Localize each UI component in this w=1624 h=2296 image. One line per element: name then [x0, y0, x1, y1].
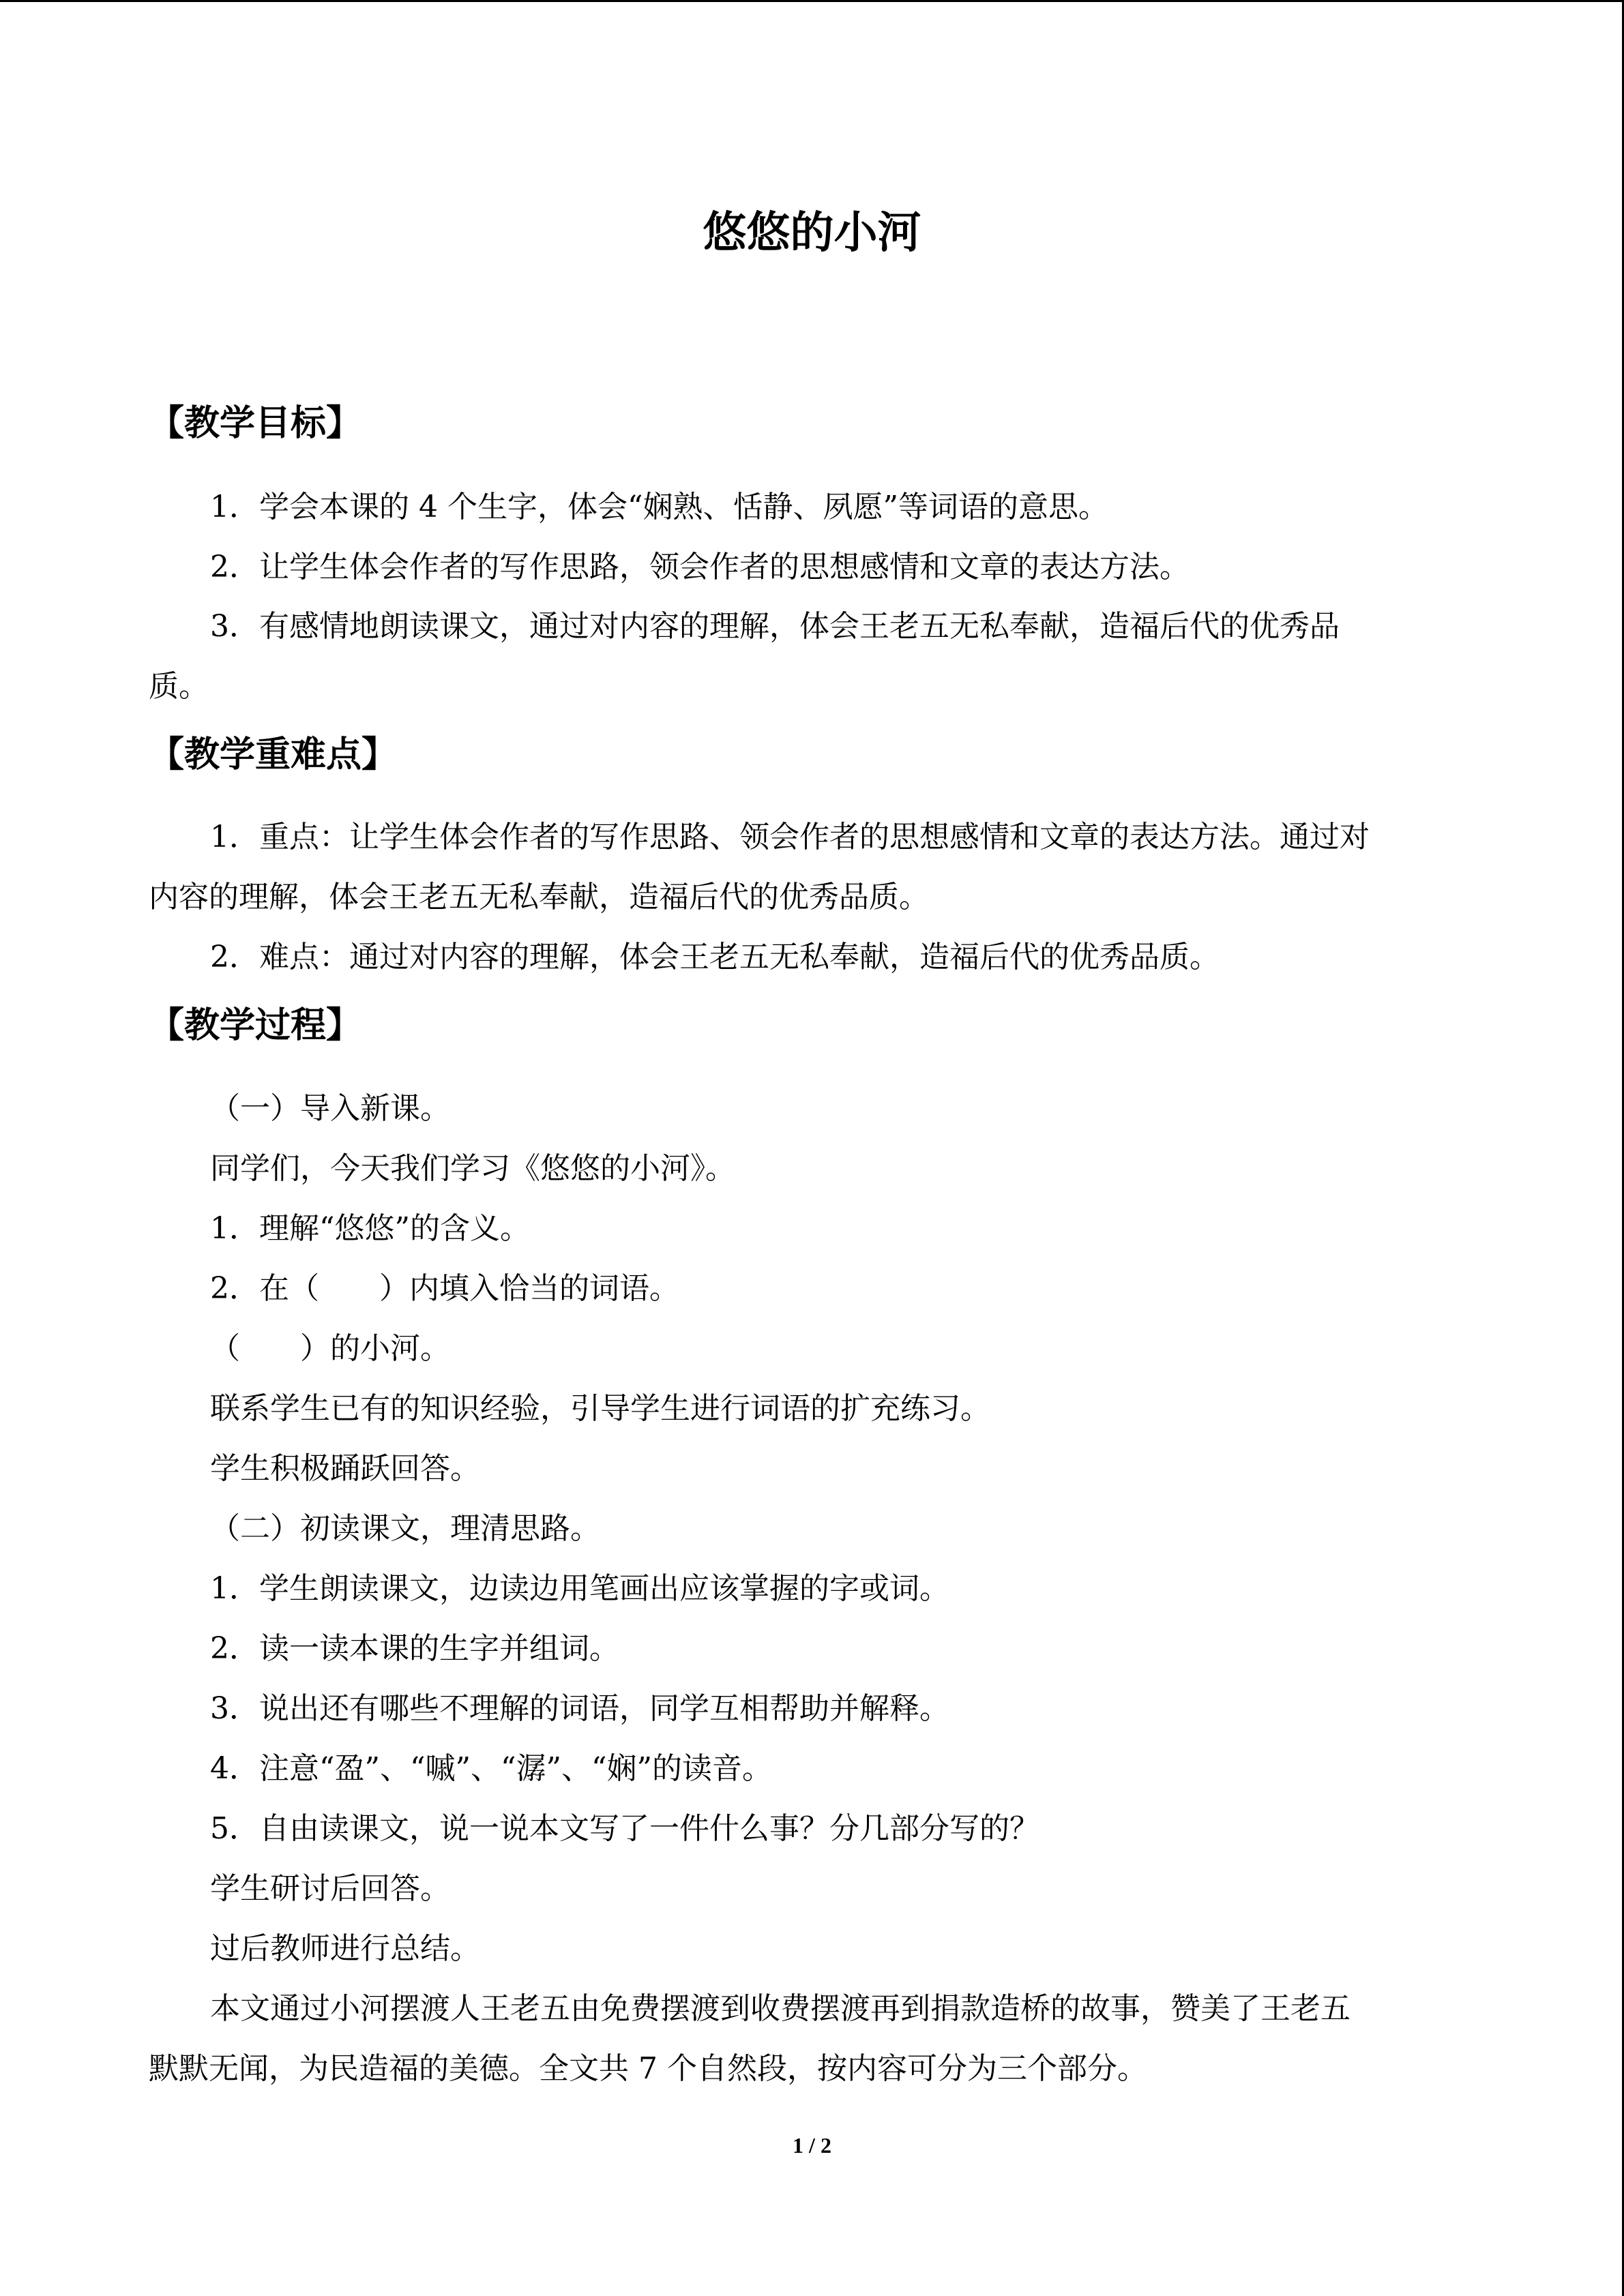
paragraph-line: 本文通过小河摆渡人王老五由免费摆渡到收费摆渡再到捐款造桥的故事，赞美了王老五 — [210, 1991, 1350, 2026]
paragraph-line: 1．重点：让学生体会作者的写作思路、领会作者的思想感情和文章的表达方法。通过对 — [210, 820, 1370, 854]
paragraph-line: 1．学会本课的 4 个生字，体会“娴熟、恬静、夙愿”等词语的意思。 — [210, 490, 1108, 524]
document-title: 悠悠的小河 — [703, 207, 921, 258]
paragraph-line: 1．理解“悠悠”的含义。 — [210, 1211, 530, 1246]
paragraph-line: （ ）的小河。 — [210, 1331, 450, 1366]
paragraph-line: 联系学生已有的知识经验，引导学生进行词语的扩充练习。 — [210, 1391, 990, 1426]
paragraph-line: 3．说出还有哪些不理解的词语，同学互相帮助并解释。 — [210, 1691, 949, 1726]
paragraph-line: 2．在（ ）内填入恰当的词语。 — [210, 1271, 679, 1306]
section-heading-goals: 【教学目标】 — [149, 402, 362, 444]
paragraph-line: 学生积极踊跃回答。 — [210, 1451, 480, 1486]
paragraph-line: 2．让学生体会作者的写作思路，领会作者的思想感情和文章的表达方法。 — [210, 550, 1190, 584]
paragraph-line: 5．自由读课文，说一说本文写了一件什么事？分几部分写的？ — [210, 1811, 1039, 1846]
paragraph-line: （一）导入新课。 — [210, 1091, 450, 1126]
section-heading-key-points: 【教学重难点】 — [149, 734, 398, 775]
paragraph-line: 同学们，今天我们学习《悠悠的小河》。 — [210, 1151, 735, 1186]
paragraph-line: 质。 — [149, 669, 209, 704]
paragraph-line: 内容的理解，体会王老五无私奉献，造福后代的优秀品质。 — [149, 880, 929, 914]
paragraph-line: 3．有感情地朗读课文，通过对内容的理解，体会王老五无私奉献，造福后代的优秀品 — [210, 609, 1340, 644]
page-border-top — [0, 0, 1624, 2]
paragraph-line: 默默无闻，为民造福的美德。全文共 7 个自然段，按内容可分为三个部分。 — [149, 2051, 1147, 2086]
section-heading-process: 【教学过程】 — [149, 1004, 362, 1046]
paragraph-line: 1．学生朗读课文，边读边用笔画出应该掌握的字或词。 — [210, 1571, 949, 1606]
paragraph-line: 学生研讨后回答。 — [210, 1871, 450, 1906]
paragraph-line: 过后教师进行总结。 — [210, 1931, 480, 1966]
paragraph-line: 2．读一读本课的生字并组词。 — [210, 1631, 619, 1666]
paragraph-line: 4．注意“盈”、“嘁”、“潺”、“娴”的读音。 — [210, 1751, 772, 1786]
paragraph-line: 2．难点：通过对内容的理解，体会王老五无私奉献，造福后代的优秀品质。 — [210, 940, 1220, 974]
page-number: 1 / 2 — [793, 2133, 831, 2158]
paragraph-line: （二）初读课文，理清思路。 — [210, 1511, 600, 1546]
